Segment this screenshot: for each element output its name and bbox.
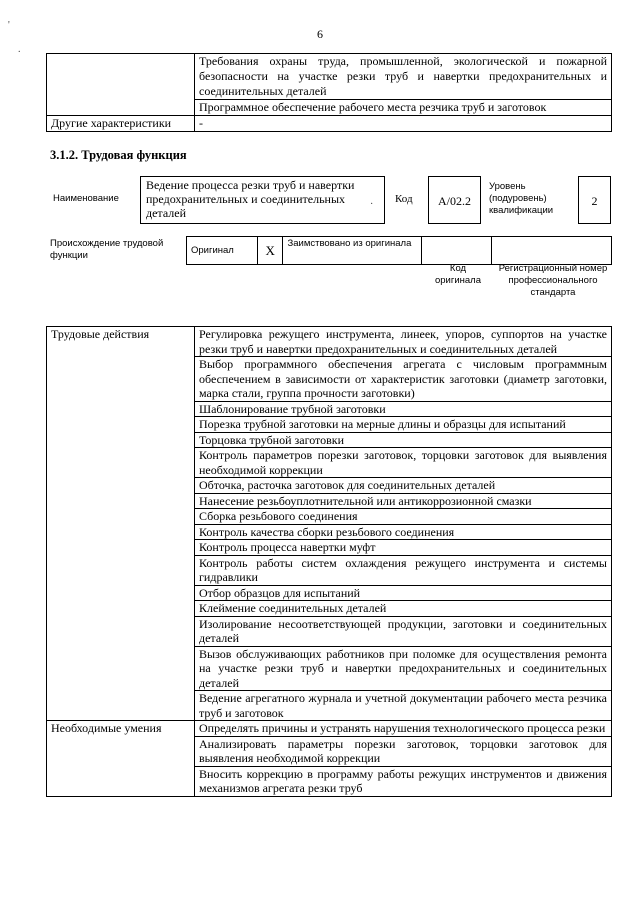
origin-table (186, 236, 612, 265)
origin-code-cell (422, 237, 492, 265)
row-text: Выбор программного обеспечения агрегата с числовым программным обеспечением в зависимости от характеристик заготовки (диаметр заготовки, марка стали, группа прочности заготовки) (195, 357, 612, 402)
corner-mark: ' (8, 20, 10, 31)
row-text: Обточка, расточка заготовок для соединительных деталей (195, 478, 612, 494)
row-label: Другие характеристики (47, 116, 195, 132)
row-text: Регулировка режущего инструмента, линеек, упоров, суппортов на участке резки труб и навертки предохранительных и соединительных деталей (195, 327, 612, 357)
table-row (47, 116, 612, 132)
borrowed-label: Заимствовано из оригинала (283, 237, 422, 265)
row-text: Вносить коррекцию в программу работы режущих инструментов и движения механизмов агрегата резки труб (195, 766, 612, 796)
function-code: А/02.2 (428, 176, 481, 224)
table-row (47, 327, 612, 357)
corner-mark: . (18, 44, 21, 55)
top-table (46, 53, 612, 132)
row-text: Ведение агрегатного журнала и учетной документации рабочего места резчика труб и заготовок (195, 691, 612, 721)
page-number: 6 (317, 27, 323, 41)
code-label: Код (395, 193, 413, 205)
stray-mark: · (370, 199, 374, 210)
row-text: Клеймение соединительных деталей (195, 601, 612, 617)
row-text: Контроль работы систем охлаждения режущего инструмента и системы гидравлики (195, 555, 612, 585)
row-text: Требования охраны труда, промышленной, экологической и пожарной безопасности на участке резки труб и навертки предохранительных и соединительных деталей (195, 54, 612, 100)
row-label: Необходимые умения (47, 721, 195, 797)
qualification-level: 2 (578, 176, 611, 224)
row-text: Нанесение резьбоуплотнительной или антикоррозионной смазки (195, 493, 612, 509)
row-text: Шаблонирование трубной заготовки (195, 401, 612, 417)
function-name: Ведение процесса резки труб и навертки предохранительных и соединительных деталей (146, 178, 355, 220)
row-text: - (195, 116, 612, 132)
original-mark: X (257, 237, 283, 265)
row-label (47, 54, 195, 116)
origin-label: Происхождение трудовой функции (50, 238, 164, 261)
origin-reg-cell (491, 237, 611, 265)
row-text: Программное обеспечение рабочего места резчика труб и заготовок (195, 100, 612, 116)
table-row (47, 54, 612, 100)
row-text: Изолирование несоответствующей продукции, заготовки и соединительных деталей (195, 616, 612, 646)
section-heading: 3.1.2. Трудовая функция (50, 148, 187, 162)
level-label: Уровень (подуровень) квалификации (489, 181, 554, 216)
main-table (46, 326, 612, 797)
row-text: Сборка резьбового соединения (195, 509, 612, 525)
function-name-box (140, 176, 385, 224)
table-row (47, 721, 612, 737)
reg-caption: Регистрационный номер профессионального стандарта (498, 263, 608, 298)
row-text: Анализировать параметры порезки заготовок, торцовки заготовок для выявления необходимой коррекции (195, 736, 612, 766)
original-label: Оригинал (187, 237, 258, 265)
row-text: Торцовка трубной заготовки (195, 432, 612, 448)
row-text: Отбор образцов для испытаний (195, 585, 612, 601)
row-text: Контроль параметров порезки заготовок, торцовки заготовок для выявления необходимой коррекции (195, 448, 612, 478)
row-text: Вызов обслуживающих работников при поломке для осуществления ремонта на участке резки труб и навертки предохранительных и соединительных деталей (195, 646, 612, 691)
row-text: Контроль качества сборки резьбового соединения (195, 524, 612, 540)
row-text: Порезка трубной заготовки на мерные длины и образцы для испытаний (195, 417, 612, 433)
row-text: Определять причины и устранять нарушения технологического процесса резки (195, 721, 612, 737)
function-name-label: Наименование (53, 193, 119, 204)
row-label: Трудовые действия (47, 327, 195, 721)
code-caption: Код оригинала (434, 263, 481, 286)
row-text: Контроль процесса навертки муфт (195, 540, 612, 556)
